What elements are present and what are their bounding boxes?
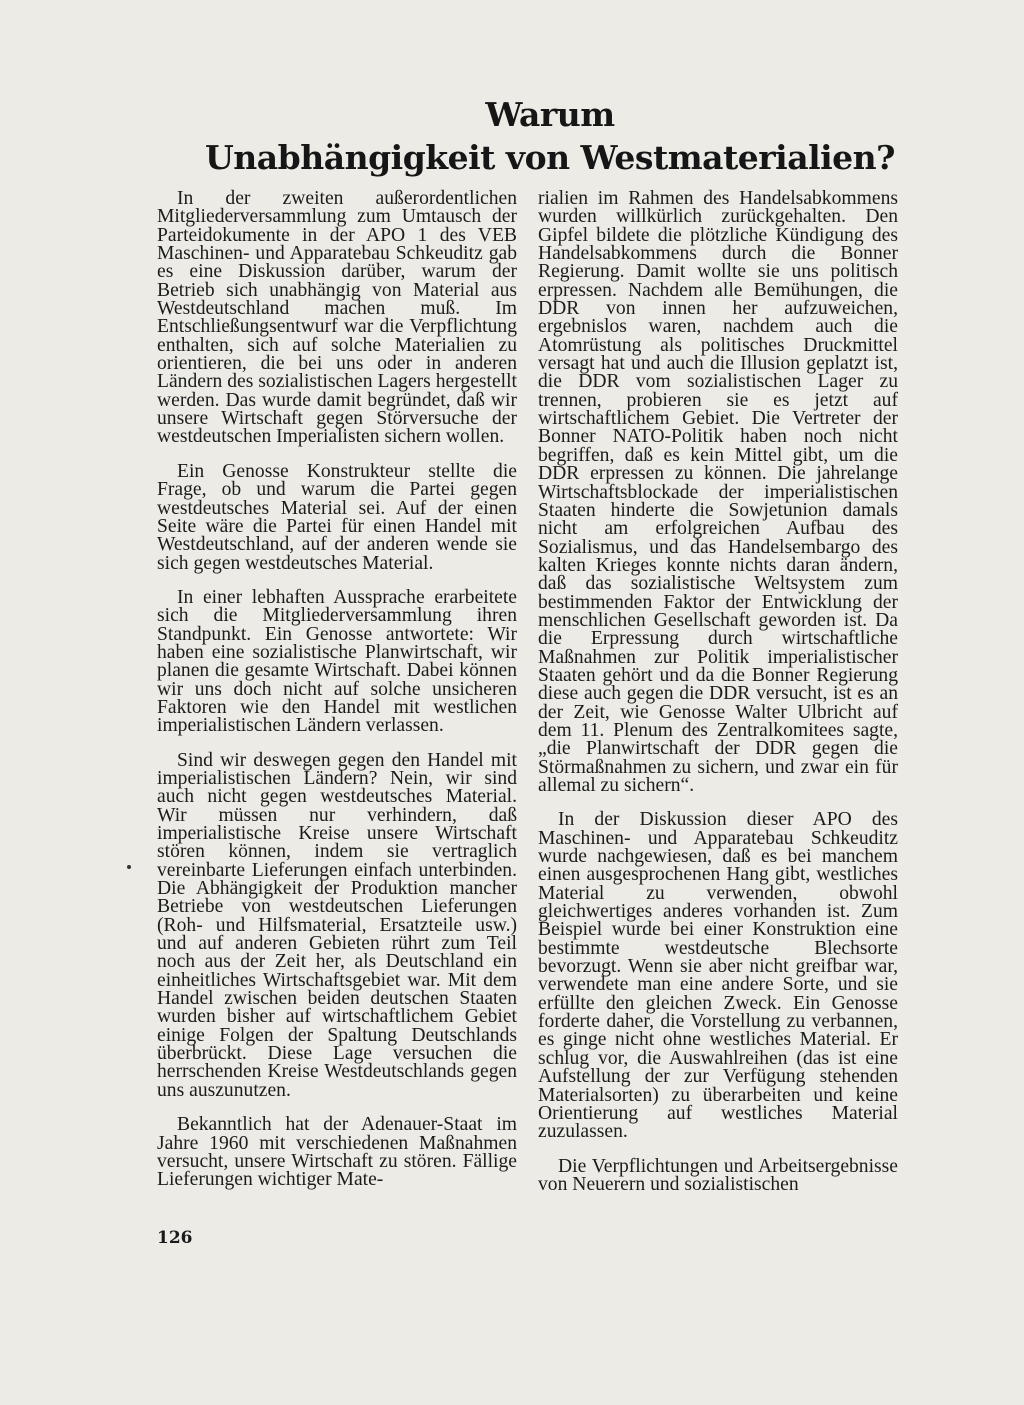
paragraph: In der Diskussion dieser APO des Maschinen- und Apparatebau Schkeuditz wurde nachgewiesen, daß es bei manchem einen ausgesprochenen Hang gibt, westliches Material zu verwenden, obwohl gleichwertiges anderes vorhanden ist. Zum Beispiel wurde bei einer Konstruktion eine bestimmte westdeutsche Blechsorte bevorzugt. Wenn sie aber nicht greifbar war, verwendete man eine andere Sorte, und sie erfüllte den gleichen Zweck. Ein Genosse forderte daher, die Vorstellung zu verbannen, es ginge nicht ohne westliches Material. Er schlug vor, die Auswahlreihen (das ist eine Aufstellung der zur Verfügung stehenden Materialsorten) zu überarbeiten und keine Orientierung auf westliches Material zuzulassen. — [538, 809, 898, 1143]
paragraph: In der zweiten außerordentlichen Mitgliederversammlung zum Umtausch der Parteidokumente in der APO 1 des VEB Maschinen- und Apparatebau Schkeuditz gab es eine Diskussion darüber, warum der Betrieb sich unabhängig von Material aus Westdeutschland machen muß. Im Entschließungsentwurf war die Verpflichtung enthalten, sich auf solche Materialien zu orientieren, die bei uns oder in anderen Ländern des sozialistischen Lagers hergestellt werden. Das wurde damit begründet, daß wir unsere Wirtschaft gegen Störversuche der westdeutschen Imperialisten sichern wollen. — [157, 188, 517, 448]
title-line-1: Warum — [485, 95, 615, 134]
paragraph: Die Verpflichtungen und Arbeitsergebnisse von Neuerern und sozialistischen — [538, 1155, 898, 1195]
paragraph: Bekanntlich hat der Adenauer-Staat im Jahre 1960 mit verschiedenen Maßnahmen versucht, unsere Wirtschaft zu stören. Fällige Lieferungen wichtiger Mate- — [157, 1114, 517, 1191]
paragraph: Ein Genosse Konstrukteur stellte die Frage, ob und warum die Partei gegen westdeutsches Material sei. Auf der einen Seite wäre die Partei für einen Handel mit Westdeutschland, auf der anderen wende sie sich gegen westdeutsches Material. — [157, 460, 517, 574]
paragraph: Sind wir deswegen gegen den Handel mit imperialistischen Ländern? Nein, wir sind auch nicht gegen westdeutsches Material. Wir müssen nur verhindern, daß imperialistische Kreise unsere Wirtschaft stören können, indem sie vertraglich vereinbarte Lieferungen einfach unterbinden. Die Abhängigkeit der Produktion mancher Betriebe von westdeutschen Lieferungen (Roh- und Hilfsmaterial, Ersatzteile usw.) und auf anderen Gebieten rührt zum Teil noch aus der Zeit her, als Deutschland ein einheitliches Wirtschaftsgebiet war. Mit dem Handel zwischen beiden deutschen Staaten wurden bisher auf wirtschaftlichem Gebiet einige Folgen der Spaltung Deutschlands überbrückt. Diese Lage versuchen die herrschenden Kreise Westdeutschlands gegen uns auszunutzen. — [157, 749, 517, 1101]
page-number: 126 — [157, 1228, 193, 1248]
print-speck — [127, 865, 131, 869]
paragraph: In einer lebhaften Aussprache erarbeitete sich die Mitgliederversammlung ihren Standpunkt. Ein Genosse antwortete: Wir haben eine sozialistische Planwirtschaft, wir planen die gesamte Wirtschaft. Dabei können wir uns doch nicht auf solche unsicheren Faktoren wie den Handel mit westlichen imperialistischen Ländern verlassen. — [157, 586, 517, 737]
paragraph-continued: rialien im Rahmen des Handelsabkommens wurden willkürlich zurückgehalten. Den Gipfel bildete die plötzliche Kündigung des Handelsabkommens durch die Bonner Regierung. Damit wollte sie uns politisch erpressen. Nachdem alle Bemühungen, die DDR von innen her aufzuweichen, ergebnislos waren, nachdem auch die Atomrüstung als politisches Druckmittel versagt hat und auch die Illusion geplatzt ist, die DDR vom sozialistischen Lager zu trennen, probieren sie es jetzt auf wirtschaftlichem Gebiet. Die Vertreter der Bonner NATO-Politik haben noch nicht begriffen, daß es kein Mittel gibt, um die DDR erpressen zu können. Die jahrelange Wirtschaftsblockade der imperialistischen Staaten hinderte die Sowjetunion damals nicht am erfolgreichen Aufbau des Sozialismus, und das Handelsembargo des kalten Krieges konnte nichts daran ändern, daß das sozialistische Weltsystem zum bestimmenden Faktor der Entwicklung der menschlichen Gesellschaft geworden ist. Da die Erpressung durch wirtschaftliche Maßnahmen zur Politik imperialistischer Staaten gehört und da die Bonner Regierung diese auch gegen die DDR versucht, ist es an der Zeit, wie Genosse Walter Ulbricht auf dem 11. Plenum des Zentralkomitees sagte, „die Planwirtschaft der DDR gegen die Störmaßnahmen zu sichern, und zwar ein für allemal zu sichern“. — [538, 188, 898, 796]
left-column — [157, 190, 517, 1206]
right-column — [538, 190, 898, 1210]
title-line-2: Unabhängigkeit von Westmaterialien? — [204, 138, 895, 177]
